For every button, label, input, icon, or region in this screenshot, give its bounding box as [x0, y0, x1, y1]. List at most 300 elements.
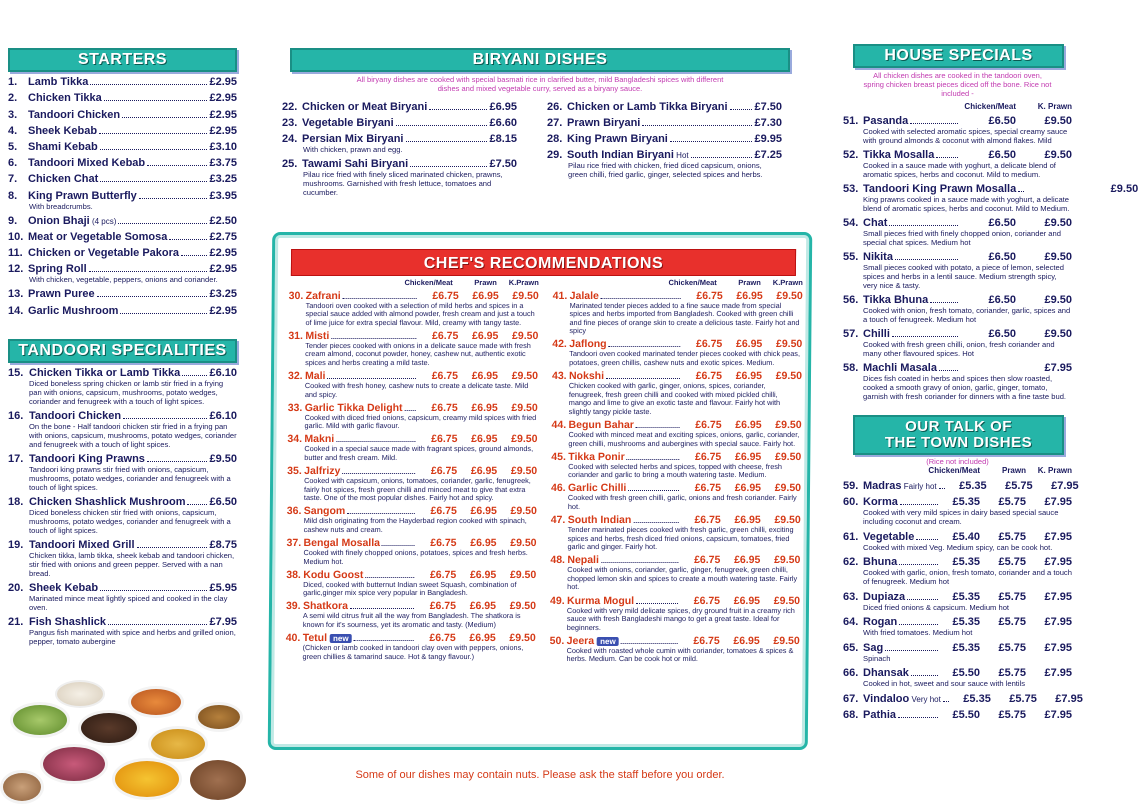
dot-leader	[899, 564, 938, 565]
item-price: £7.95	[1044, 616, 1072, 628]
item-price: £3.95	[209, 189, 237, 202]
menu-item	[8, 157, 237, 169]
item-description: Tandoori oven cooked marinated tender pieces cooked with chick peas, potatoes, green chillis, cashew nuts and exotic spices. Medium.	[569, 349, 801, 367]
item-name	[8, 616, 106, 628]
item-price: £5.75	[998, 530, 1026, 543]
item-description: Cooked with selected aromatic spices, special creamy sauce with ground almonds & coconut with almond flakes. Mild	[863, 127, 1068, 145]
item-number: 23.	[282, 117, 298, 129]
dot-leader	[609, 346, 681, 347]
item-price: £9.50	[511, 370, 539, 383]
item-number: 59.	[843, 479, 859, 492]
item-price: £6.50	[988, 328, 1016, 340]
item-number: 27.	[547, 117, 563, 129]
item-title: Bhuna	[863, 556, 898, 568]
item-name	[843, 556, 897, 568]
dot-leader	[939, 370, 958, 371]
spice-bowl	[195, 702, 243, 732]
item-number: 12.	[8, 263, 24, 276]
item-description: Tender marinated pieces cooked with fresh garlic, green chilli, exciting spices and herbs, fresh diced fried onions, capsicum, tomatoes, fried garlic and ginger. Fairly hot.	[567, 525, 794, 552]
column-header: K.Prawn	[508, 278, 539, 287]
dot-leader	[122, 117, 207, 118]
item-name	[843, 328, 890, 340]
item-number: 28.	[547, 133, 563, 145]
item-number: 47.	[550, 514, 566, 526]
item-title: Sheek Kebab	[29, 581, 99, 594]
item-price: £6.75	[431, 370, 459, 383]
item-name	[550, 595, 634, 607]
item-title: Nepali	[567, 554, 599, 567]
menu-item	[8, 190, 237, 202]
item-title: Bengal Mosalla	[303, 537, 381, 550]
item-title: Zafrani	[305, 289, 341, 302]
item-title: Chicken or Vegetable Pakora	[28, 247, 180, 260]
dot-leader	[916, 539, 938, 540]
item-title: Begun Bahar	[568, 418, 634, 431]
item-description: Cooked in hot, sweet and sour sauce with lentils	[863, 679, 1026, 688]
item-name	[843, 667, 909, 679]
item-description: Cooked with fresh green chilli, onion, fresh coriander and many other flavoured spices. Hot	[863, 340, 1055, 358]
item-note: (4 pcs)	[89, 216, 117, 226]
item-note: Very hot	[909, 694, 941, 704]
item-title: Fish Shashlick	[29, 615, 107, 628]
starters-list	[8, 76, 237, 316]
item-price: £6.95	[470, 505, 497, 518]
item-price: £9.50	[511, 401, 538, 414]
item-title: Onion Bhaji	[28, 214, 90, 227]
item-name	[843, 616, 897, 628]
item-price: £5.35	[952, 496, 980, 508]
dot-leader	[118, 223, 207, 224]
item-prices	[419, 290, 539, 302]
item-price: £9.50	[1044, 294, 1072, 306]
item-name	[553, 290, 599, 302]
item-prices	[940, 556, 1072, 568]
item-description: Tandoori oven cooked with a selection of mild herbs and spices in a special sauce added with almond powder, fresh cream and just a touch of lime juice for extra special flavour. Mild, creamy with tangy taste.	[305, 300, 535, 327]
item-title: Chicken or Lamb Tikka Biryani	[567, 101, 728, 113]
item-title: Garlic Mushroom	[28, 304, 119, 317]
item-description: Mild dish originating from the Hayderbad region cooked with spinach, cashew nuts and cream.	[303, 516, 527, 534]
dot-leader	[606, 378, 680, 379]
item-price: £9.50	[775, 338, 803, 351]
item-description: Spinach	[863, 653, 891, 663]
item-title: Tikka Bhuna	[863, 294, 929, 306]
item-name	[8, 247, 179, 259]
item-title: Makni	[304, 433, 335, 446]
dot-leader	[670, 141, 753, 142]
item-price: £6.95	[733, 594, 761, 607]
column-header: Prawn	[738, 278, 761, 287]
item-price: £9.50	[773, 634, 800, 647]
chef-banner: CHEF'S RECOMMENDATIONS	[291, 249, 796, 276]
item-number: 33.	[287, 401, 303, 414]
item-description: Pangus fish marinated with spice and herbs and grilled onion, pepper, tomato aubergine	[29, 627, 236, 646]
item-price: £9.50	[512, 289, 539, 302]
item-number: 13.	[8, 288, 24, 301]
menu-item	[843, 183, 1138, 195]
item-price: £6.75	[694, 514, 721, 526]
dot-leader	[327, 378, 416, 379]
item-number: 42.	[552, 338, 567, 351]
item-title: Meat or Vegetable Somosa	[28, 230, 168, 243]
spice-bowl	[40, 744, 108, 784]
item-description: (Chicken or lamb cooked in tandoori clay oven with peppers, onions, green chillies & tamarind sauce. Hot & tangy flavour.)	[302, 643, 524, 661]
dot-leader	[169, 239, 207, 240]
left-column	[0, 0, 245, 646]
item-price	[960, 362, 1016, 374]
menu-item	[8, 305, 237, 317]
item-price: £7.95	[1044, 641, 1072, 654]
dot-leader	[99, 133, 207, 134]
item-price: £9.50	[774, 450, 802, 463]
item-price: £2.95	[209, 76, 237, 89]
talk-intro: (Rice not included)	[926, 457, 989, 466]
dot-leader	[123, 418, 207, 419]
dot-leader	[885, 650, 938, 651]
item-number: 37.	[286, 537, 302, 550]
menu-item	[843, 328, 1072, 340]
item-title: Vindaloo	[863, 692, 910, 705]
column-header: Chicken/Meat	[404, 278, 453, 287]
item-number: 62.	[843, 556, 859, 568]
dot-leader	[97, 296, 208, 297]
item-price: £5.35	[959, 479, 987, 492]
menu-item	[843, 642, 1072, 654]
item-price: £7.30	[754, 117, 782, 129]
dot-leader	[382, 545, 415, 546]
item-price: £6.75	[695, 370, 723, 383]
item-price: £7.95	[1044, 496, 1072, 508]
dot-leader	[621, 643, 678, 644]
item-prices	[1026, 183, 1138, 195]
menu-item	[843, 362, 1072, 374]
item-prices	[960, 294, 1072, 306]
dot-leader	[895, 259, 958, 260]
item-number: 6.	[8, 157, 18, 170]
item-name	[8, 125, 97, 137]
menu-item	[8, 453, 237, 465]
dot-leader	[354, 640, 414, 641]
item-price: £6.95	[735, 338, 763, 351]
dot-leader	[108, 624, 207, 625]
item-price: £6.75	[430, 537, 457, 550]
item-price: £5.75	[998, 709, 1026, 721]
item-price: £7.95	[1055, 692, 1083, 705]
item-name	[8, 453, 145, 465]
item-description: Cooked with very mild delicate spices, dry ground fruit in a creamy rich sauce with fresh Bangladeshi mango to get a great taste. Ideal for beginners.	[566, 605, 795, 632]
item-description: Diced boneless chicken stir fried with onions, capsicum, mushrooms, potato wedges, coriander and fenugreek with a touch of light spices.	[29, 507, 231, 535]
item-title: Shami Kebab	[28, 140, 98, 153]
item-price: £7.50	[489, 158, 517, 170]
item-price: £3.25	[209, 173, 237, 186]
item-number: 26.	[547, 101, 563, 113]
menu-item	[843, 149, 1072, 161]
chef-right-list	[549, 278, 803, 664]
item-description: On the bone - Half tandoori chicken stir fried in a frying pan with onions, capsicum, mushrooms, potato wedges, coriander and fenugreek with a touch of light spices.	[29, 421, 237, 449]
item-price: £5.75	[998, 590, 1026, 603]
menu-item	[8, 215, 237, 227]
menu-item	[843, 115, 1072, 127]
menu-item	[843, 217, 1072, 229]
item-title: Tikka Ponir	[568, 450, 625, 463]
dot-leader	[336, 441, 415, 442]
item-description: Chicken tikka, lamb tikka, sheek kebab and tandoori chicken, stir fried with onions and green pepper. Served with a nan bread.	[29, 550, 235, 578]
item-name	[843, 709, 896, 721]
column-header: Prawn	[474, 278, 497, 287]
item-prices	[418, 402, 538, 414]
item-number: 67.	[843, 692, 859, 705]
item-name	[8, 215, 116, 227]
item-number: 46.	[550, 482, 566, 495]
dot-leader	[601, 562, 678, 563]
item-prices	[940, 616, 1072, 628]
item-number: 58.	[843, 362, 859, 374]
item-price: £6.50	[988, 149, 1016, 161]
spice-bowls-photo	[0, 672, 245, 808]
item-price: £6.95	[735, 370, 763, 383]
item-price: £8.15	[489, 133, 517, 145]
item-title: Chilli	[863, 328, 890, 340]
item-name	[8, 109, 120, 121]
item-description: With chicken, prawn and egg.	[303, 145, 403, 154]
item-title: Tetul	[302, 632, 328, 645]
dot-leader	[429, 109, 487, 110]
item-description: Cooked with minced meat and exciting spices, onions, garlic, coriander, green chilli, mushrooms and aubergines with special sauce. Fairly hot.	[568, 429, 800, 448]
item-number: 64.	[843, 616, 859, 628]
dot-leader	[181, 255, 207, 256]
dot-leader	[100, 181, 207, 182]
item-title: Garlic Tikka Delight	[304, 401, 403, 414]
item-description: Cooked with mixed Veg. Medium spicy, can be cook hot.	[863, 542, 1053, 552]
menu-item	[289, 290, 539, 302]
item-name	[547, 101, 728, 113]
item-price: £5.75	[1005, 479, 1033, 492]
spice-bowl	[112, 758, 182, 800]
item-price: £5.50	[952, 667, 980, 679]
column-header: Chicken/Meat	[668, 278, 717, 287]
item-title: King Prawn Biryani	[567, 133, 668, 145]
spice-bowl	[190, 760, 246, 800]
item-title: Jalfrizy	[304, 465, 341, 478]
item-number: 17.	[8, 452, 24, 465]
item-number: 45.	[551, 450, 566, 463]
item-prices	[940, 709, 1072, 721]
chef-headers	[289, 278, 539, 287]
menu-item	[288, 330, 538, 342]
dot-leader	[642, 125, 752, 126]
middle-column	[270, 0, 810, 197]
item-price: £9.50	[510, 465, 538, 478]
item-price: £5.75	[998, 667, 1026, 679]
item-prices	[951, 693, 1083, 705]
menu-item	[551, 451, 801, 463]
dot-leader	[691, 157, 753, 158]
item-prices	[960, 115, 1072, 127]
item-name	[289, 290, 341, 302]
item-number: 15.	[8, 366, 24, 379]
dot-leader	[601, 298, 681, 299]
item-number: 19.	[8, 538, 24, 551]
item-title: Chicken Tikka or Lamb Tikka	[29, 366, 181, 379]
menu-item	[282, 117, 517, 129]
item-price: £6.75	[432, 329, 459, 342]
dot-leader	[410, 166, 487, 167]
menu-item	[8, 582, 237, 594]
item-price: £6.95	[734, 482, 762, 495]
item-price: £6.95	[470, 537, 497, 550]
menu-item	[843, 294, 1072, 306]
item-name	[282, 158, 408, 170]
item-description: Cooked with capsicum, onions, tomatoes, coriander, garlic, fenugreek, fairly hot spices, fresh green chilli and minced meat to give that extra taste. One of the most popular dishes. Fairly hot and spicy.	[303, 476, 531, 503]
item-number: 66.	[843, 667, 859, 679]
item-price: £5.35	[952, 641, 980, 654]
item-price: £5.35	[952, 616, 980, 628]
item-name	[843, 149, 934, 161]
item-price: £9.50	[774, 482, 802, 495]
right-column	[835, 0, 1138, 721]
item-price: £7.95	[1044, 530, 1072, 543]
item-number: 60.	[843, 496, 859, 508]
item-price: £5.75	[998, 616, 1026, 628]
dot-leader	[900, 504, 938, 505]
item-price: £2.75	[209, 230, 237, 243]
dot-leader	[730, 109, 753, 110]
item-price: £6.95	[736, 289, 763, 302]
dot-leader	[147, 165, 207, 166]
item-title: Machli Masala	[863, 362, 937, 374]
item-description: King prawns cooked in a sauce made with yoghurt, a delicate blend of aromatic spices, herbs and coconut. Mild to Medium.	[863, 195, 1070, 213]
menu-item	[282, 133, 517, 145]
dot-leader	[636, 427, 680, 428]
item-price: £6.95	[472, 329, 499, 342]
item-title: Pathia	[863, 709, 897, 721]
item-title: Vegetable Biryani	[302, 117, 394, 129]
item-price: £9.50	[510, 537, 537, 550]
dot-leader	[939, 488, 945, 489]
item-title: Misti	[305, 329, 330, 342]
item-description: Cooked with onions, coriander, garlic, ginger, fenugreek, green chilli, chopped lemon skin and spices to create a mouth watering taste. Fairly hot.	[567, 565, 798, 592]
item-prices	[960, 328, 1072, 340]
item-title: Tandoori King Prawns	[29, 452, 145, 465]
menu-item	[843, 496, 1072, 508]
item-price: £9.50	[774, 514, 801, 526]
dot-leader	[347, 513, 415, 514]
item-price: £5.35	[963, 692, 991, 705]
menu-item	[843, 591, 1072, 603]
house-intro: All chicken dishes are cooked in the tandoori oven, spring chicken breast pieces diced off the bone. Rice not included -	[863, 71, 1052, 98]
house-list	[843, 115, 1138, 401]
item-price: £6.50	[988, 251, 1016, 263]
item-number: 55.	[843, 251, 859, 263]
item-price: £6.75	[696, 289, 723, 302]
menu-item	[282, 158, 517, 170]
item-title: Tandoori Chicken	[28, 108, 121, 121]
menu-item	[286, 569, 536, 581]
item-price: £7.95	[1044, 362, 1072, 374]
item-description: Dices fish coated in herbs and spices then slow roasted, cooked a smooth gravy of onion, garlic, ginger, tomato, garnish with fresh coriander for dinners with a fine taste bud.	[863, 374, 1067, 401]
item-name	[8, 288, 95, 300]
item-note: Hot	[673, 151, 689, 160]
item-title: Pasanda	[863, 115, 909, 127]
dot-leader	[100, 590, 207, 591]
item-name	[282, 133, 404, 145]
item-price: £6.95	[471, 433, 498, 446]
item-price: £7.95	[1044, 709, 1072, 721]
item-number: 21.	[8, 615, 24, 628]
dot-leader	[627, 459, 680, 460]
item-price	[1026, 183, 1082, 195]
item-price: £9.50	[509, 632, 536, 645]
item-price: £7.95	[209, 615, 237, 628]
item-price: £9.50	[510, 505, 537, 518]
item-price: £6.95	[470, 465, 498, 478]
item-price: £9.50	[209, 452, 237, 465]
tandoori-list	[8, 367, 237, 646]
menu-item	[8, 247, 237, 259]
dot-leader	[889, 225, 958, 226]
nuts-warning: Some of our dishes may contain nuts. Please ask the staff before you order.	[355, 769, 725, 781]
item-price: £6.95	[469, 600, 497, 613]
item-price: £7.95	[1051, 479, 1079, 492]
menu-item	[843, 531, 1072, 543]
item-price: £6.95	[734, 514, 761, 526]
item-description: Cooked with onion, fresh tomato, coriander, garlic, spices and a touch of fenugreek. Medium hot	[863, 306, 1071, 324]
item-price: £9.50	[1044, 328, 1072, 340]
item-number: 39.	[285, 600, 301, 613]
item-price: £5.95	[209, 581, 237, 594]
menu-item	[8, 367, 237, 379]
item-number: 9.	[8, 214, 18, 227]
item-title: Sangom	[303, 505, 346, 518]
item-title: Mali	[304, 370, 326, 383]
item-price: £6.75	[429, 632, 456, 645]
item-name	[8, 157, 145, 169]
spice-bowl	[10, 702, 70, 738]
item-description: Diced boneless spring chicken or lamb stir fried in a frying pan with onions, capsicum, mushrooms, potato wedges, coriander and fenugreek with a touch of light spices.	[29, 378, 224, 406]
item-note: Fairly hot	[901, 481, 937, 491]
item-price: £6.75	[694, 554, 721, 567]
item-price: £6.95	[734, 554, 761, 567]
item-prices	[680, 595, 800, 607]
item-price: £9.50	[1110, 183, 1138, 195]
item-price: £6.95	[735, 418, 762, 431]
item-price: £6.10	[209, 409, 237, 422]
item-title: Dupiaza	[863, 590, 906, 603]
item-name	[288, 330, 329, 342]
menu-item	[843, 709, 1072, 721]
spice-bowl	[55, 680, 105, 708]
menu-item	[553, 290, 803, 302]
item-description: With chicken, vegetable, peppers, onions and coriander.	[29, 275, 218, 285]
menu-item	[8, 76, 237, 88]
item-description: Marinated tender pieces added to a fine sauce made from special spices and herbs imported from Bangladesh. Cooked with green chilli and fine pieces of orange skin to create a delicious taste. Fairly hot and spicy	[569, 300, 800, 336]
item-price: £6.75	[431, 433, 458, 446]
item-prices	[683, 290, 803, 302]
item-number: 63.	[843, 590, 859, 603]
item-price: £9.50	[1044, 149, 1072, 161]
item-name	[8, 496, 185, 508]
menu-item	[8, 173, 237, 185]
item-description: Pilau rice fried with chicken, fried diced capsicum, onions, green chilli, fried garlic, ginger, selected spices and herbs.	[568, 161, 763, 179]
item-price: £3.10	[209, 140, 237, 153]
item-description: Cooked with diced fried onions, capsicum, creamy mild spices with fried garlic. Mild with garlic flavour.	[304, 412, 537, 431]
dot-leader	[187, 504, 207, 505]
dot-leader	[898, 717, 938, 718]
item-title: Persian Mix Biryani	[302, 133, 404, 145]
item-price: £5.75	[998, 556, 1026, 568]
menu-item	[282, 101, 517, 113]
item-number: 41.	[552, 289, 568, 302]
dot-leader	[350, 608, 414, 609]
